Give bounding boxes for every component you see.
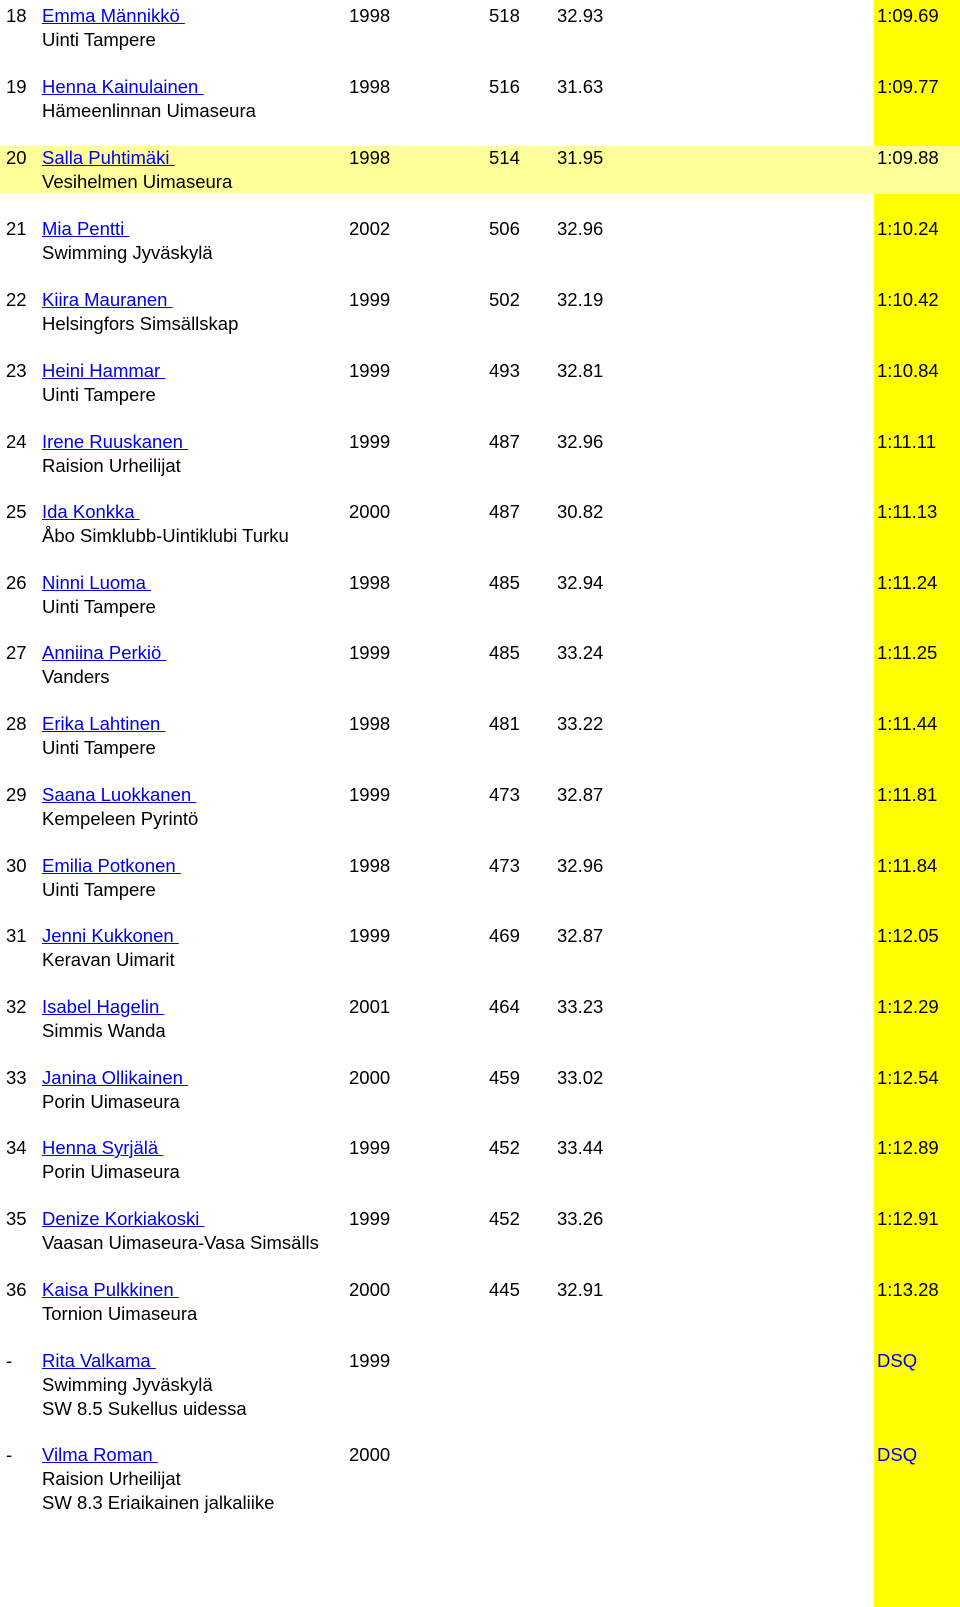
- result-row: [0, 146, 960, 194]
- result-main-line: [0, 641, 960, 665]
- club-name: Porin Uimaseura: [42, 1161, 180, 1182]
- points: 445: [489, 1279, 520, 1300]
- swimmer-name-cell: [42, 500, 140, 524]
- club-name: Åbo Simklubb-Uintiklubi Turku: [42, 525, 289, 546]
- points: 514: [489, 147, 520, 168]
- result-main-line: [0, 1207, 960, 1231]
- birth-year: 1998: [349, 855, 391, 876]
- result-row: [0, 1136, 960, 1184]
- result-main-line: [0, 924, 960, 948]
- final-time: 1:09.77: [877, 76, 939, 97]
- club-name: Porin Uimaseura: [42, 1091, 180, 1112]
- club-name: Vaasan Uimaseura-Vasa Simsälls: [42, 1232, 319, 1253]
- result-main-line: [0, 500, 960, 524]
- birth-year: 1998: [349, 5, 391, 26]
- swimmer-name-link[interactable]: Emma Männikkö: [42, 5, 185, 26]
- final-time: 1:11.44: [877, 713, 938, 734]
- club-name: Uinti Tampere: [42, 29, 156, 50]
- club-name: Uinti Tampere: [42, 596, 156, 617]
- disqualification-reason: SW 8.5 Sukellus uidessa: [42, 1398, 247, 1419]
- place-number: 21: [6, 218, 27, 239]
- place-number: 26: [6, 572, 27, 593]
- split-time: 32.87: [557, 925, 604, 946]
- place-number: 36: [6, 1279, 27, 1300]
- final-time: 1:12.05: [877, 925, 939, 946]
- swimmer-name-cell: [42, 995, 164, 1019]
- result-main-line: [0, 1278, 960, 1302]
- result-row: [0, 854, 960, 902]
- split-time: 32.87: [557, 784, 604, 805]
- swimmer-name-cell: [42, 217, 129, 241]
- dsq-status: DSQ: [877, 1350, 918, 1371]
- swimmer-name-link[interactable]: Heini Hammar: [42, 360, 166, 381]
- swimmer-name-link[interactable]: Jenni Kukkonen: [42, 925, 179, 946]
- birth-year: 1999: [349, 784, 391, 805]
- place-number: 19: [6, 76, 27, 97]
- club-name: Raision Urheilijat: [42, 1468, 181, 1489]
- result-row: [0, 1349, 960, 1421]
- result-row: [0, 783, 960, 831]
- final-time: 1:11.13: [877, 501, 938, 522]
- points: 516: [489, 76, 520, 97]
- swimmer-name-link[interactable]: Janina Ollikainen: [42, 1067, 189, 1088]
- split-time: 32.96: [557, 855, 604, 876]
- result-main-line: [0, 288, 960, 312]
- points: 464: [489, 996, 520, 1017]
- result-row: [0, 1066, 960, 1114]
- final-time: 1:13.28: [877, 1279, 939, 1300]
- points: 518: [489, 5, 520, 26]
- swimmer-name-link[interactable]: Saana Luokkanen: [42, 784, 197, 805]
- result-main-line: [0, 1443, 960, 1467]
- swimmer-name-link[interactable]: Vilma Roman: [42, 1444, 158, 1465]
- swimmer-name-cell: [42, 1207, 204, 1231]
- result-row: [0, 430, 960, 478]
- result-row: [0, 712, 960, 760]
- final-time: 1:11.11: [877, 431, 936, 452]
- birth-year: 1998: [349, 76, 391, 97]
- place-number: 33: [6, 1067, 27, 1088]
- result-row: [0, 924, 960, 972]
- swimmer-name-cell: [42, 288, 173, 312]
- swimmer-name-cell: [42, 712, 165, 736]
- club-name: Uinti Tampere: [42, 737, 156, 758]
- split-time: 33.23: [557, 996, 604, 1017]
- result-main-line: [0, 571, 960, 595]
- result-row: [0, 359, 960, 407]
- final-time: 1:10.24: [877, 218, 939, 239]
- place-number: 30: [6, 855, 27, 876]
- swimmer-name-link[interactable]: Salla Puhtimäki: [42, 147, 175, 168]
- club-name: Simmis Wanda: [42, 1020, 166, 1041]
- place-number: 31: [6, 925, 27, 946]
- club-name: Raision Urheilijat: [42, 455, 181, 476]
- birth-year: 1999: [349, 289, 391, 310]
- birth-year: 1999: [349, 360, 391, 381]
- place-number: 20: [6, 147, 27, 168]
- place-number: 27: [6, 642, 27, 663]
- swimmer-name-cell: [42, 430, 188, 454]
- club-name: Uinti Tampere: [42, 879, 156, 900]
- result-row: [0, 217, 960, 265]
- place-number: 23: [6, 360, 27, 381]
- swimmer-name-cell: [42, 4, 185, 28]
- result-row: [0, 75, 960, 123]
- place-number: 22: [6, 289, 27, 310]
- result-main-line: [0, 1136, 960, 1160]
- place-number: 35: [6, 1208, 27, 1229]
- split-time: 32.96: [557, 218, 604, 239]
- swimmer-name-cell: [42, 1278, 179, 1302]
- points: 487: [489, 501, 520, 522]
- dsq-status: DSQ: [877, 1444, 918, 1465]
- swimmer-name-link[interactable]: Ida Konkka: [42, 501, 140, 522]
- place-number: -: [6, 1444, 13, 1465]
- split-time: 32.91: [557, 1279, 604, 1300]
- club-name: Swimming Jyväskylä: [42, 1374, 213, 1395]
- place-number: 29: [6, 784, 27, 805]
- result-row: [0, 4, 960, 52]
- swimmer-name-link[interactable]: Denize Korkiakoski: [42, 1208, 205, 1229]
- club-name: Vanders: [42, 666, 110, 687]
- split-time: 33.44: [557, 1137, 604, 1158]
- swimmer-name-link[interactable]: Anniina Perkiö: [42, 642, 167, 663]
- split-time: 32.19: [557, 289, 604, 310]
- result-row: [0, 995, 960, 1043]
- club-name: Helsingfors Simsällskap: [42, 313, 239, 334]
- result-row: [0, 641, 960, 689]
- result-main-line: [0, 712, 960, 736]
- split-time: 33.26: [557, 1208, 604, 1229]
- result-row: [0, 288, 960, 336]
- swimmer-name-link[interactable]: Ninni Luoma: [42, 572, 152, 593]
- points: 502: [489, 289, 520, 310]
- swimmer-name-cell: [42, 854, 181, 878]
- final-time: 1:11.25: [877, 642, 938, 663]
- swimmer-name-cell: [42, 359, 165, 383]
- split-time: 32.96: [557, 431, 604, 452]
- swimmer-name-cell: [42, 783, 196, 807]
- final-time: 1:11.84: [877, 855, 938, 876]
- swimmer-name-link[interactable]: Kaisa Pulkkinen: [42, 1279, 179, 1300]
- result-main-line: [0, 430, 960, 454]
- birth-year: 1999: [349, 925, 391, 946]
- birth-year: 1999: [349, 1137, 391, 1158]
- birth-year: 2000: [349, 501, 391, 522]
- swimmer-name-cell: [42, 1443, 158, 1467]
- place-number: 32: [6, 996, 27, 1017]
- swimmer-name-cell: [42, 1349, 156, 1373]
- result-row: [0, 1443, 960, 1515]
- club-name: Tornion Uimaseura: [42, 1303, 198, 1324]
- swimmer-name-link[interactable]: Irene Ruuskanen: [42, 431, 189, 452]
- final-time: 1:10.42: [877, 289, 939, 310]
- result-row: [0, 571, 960, 619]
- result-main-line: [0, 75, 960, 99]
- birth-year: 1999: [349, 1350, 391, 1371]
- result-row: [0, 1207, 960, 1255]
- points: 506: [489, 218, 520, 239]
- split-time: 32.93: [557, 5, 604, 26]
- final-time: 1:12.89: [877, 1137, 939, 1158]
- result-main-line: [0, 359, 960, 383]
- final-time: 1:11.24: [877, 572, 938, 593]
- points: 487: [489, 431, 520, 452]
- club-name: Swimming Jyväskylä: [42, 242, 213, 263]
- points: 493: [489, 360, 520, 381]
- club-name: Vesihelmen Uimaseura: [42, 171, 233, 192]
- points: 452: [489, 1137, 520, 1158]
- split-time: 32.81: [557, 360, 604, 381]
- split-time: 33.24: [557, 642, 604, 663]
- points: 473: [489, 855, 520, 876]
- place-number: 25: [6, 501, 27, 522]
- result-main-line: [0, 783, 960, 807]
- result-main-line: [0, 995, 960, 1019]
- place-number: 24: [6, 431, 27, 452]
- result-main-line: [0, 1349, 960, 1373]
- birth-year: 1999: [349, 642, 391, 663]
- result-row: [0, 500, 960, 548]
- result-main-line: [0, 854, 960, 878]
- points: 485: [489, 572, 520, 593]
- birth-year: 2000: [349, 1279, 391, 1300]
- birth-year: 2000: [349, 1444, 391, 1465]
- split-time: 31.95: [557, 147, 604, 168]
- swimmer-name-link[interactable]: Isabel Hagelin: [42, 996, 165, 1017]
- swimmer-name-cell: [42, 146, 175, 170]
- split-time: 31.63: [557, 76, 604, 97]
- split-time: 33.02: [557, 1067, 604, 1088]
- split-time: 30.82: [557, 501, 604, 522]
- disqualification-reason: SW 8.3 Eriaikainen jalkaliike: [42, 1492, 275, 1513]
- swimmer-name-cell: [42, 75, 204, 99]
- result-main-line: [0, 217, 960, 241]
- swimmer-name-link[interactable]: Rita Valkama: [42, 1350, 156, 1371]
- final-time: 1:09.69: [877, 5, 939, 26]
- split-time: 32.94: [557, 572, 604, 593]
- swimmer-name-link[interactable]: Mia Pentti: [42, 218, 130, 239]
- final-time: 1:10.84: [877, 360, 939, 381]
- swimmer-name-link[interactable]: Henna Syrjälä: [42, 1137, 164, 1158]
- birth-year: 2002: [349, 218, 391, 239]
- final-time: 1:09.88: [877, 147, 939, 168]
- final-time: 1:12.91: [877, 1208, 939, 1229]
- place-number: 18: [6, 5, 27, 26]
- result-main-line: [0, 1066, 960, 1090]
- swimmer-name-link[interactable]: Kiira Mauranen: [42, 289, 173, 310]
- birth-year: 1999: [349, 431, 391, 452]
- final-time: 1:12.29: [877, 996, 939, 1017]
- place-number: 28: [6, 713, 27, 734]
- split-time: 33.22: [557, 713, 604, 734]
- points: 459: [489, 1067, 520, 1088]
- swimmer-name-cell: [42, 1136, 163, 1160]
- points: 452: [489, 1208, 520, 1229]
- points: 481: [489, 713, 520, 734]
- swimmer-name-cell: [42, 1066, 188, 1090]
- club-name: Keravan Uimarit: [42, 949, 175, 970]
- swimmer-name-cell: [42, 924, 179, 948]
- birth-year: 1998: [349, 713, 391, 734]
- result-main-line: [0, 4, 960, 28]
- club-name: Hämeenlinnan Uimaseura: [42, 100, 256, 121]
- club-name: Kempeleen Pyrintö: [42, 808, 199, 829]
- points: 473: [489, 784, 520, 805]
- place-number: 34: [6, 1137, 27, 1158]
- birth-year: 2000: [349, 1067, 391, 1088]
- swimmer-name-cell: [42, 641, 166, 665]
- club-name: Uinti Tampere: [42, 384, 156, 405]
- place-number: -: [6, 1350, 13, 1371]
- swimmer-name-cell: [42, 571, 151, 595]
- birth-year: 1998: [349, 572, 391, 593]
- swimmer-name-link[interactable]: Henna Kainulainen: [42, 76, 204, 97]
- points: 485: [489, 642, 520, 663]
- result-row: [0, 1278, 960, 1326]
- result-main-line: [0, 146, 960, 170]
- birth-year: 1999: [349, 1208, 391, 1229]
- final-time: 1:11.81: [877, 784, 938, 805]
- birth-year: 2001: [349, 996, 391, 1017]
- swimmer-name-link[interactable]: Emilia Potkonen: [42, 855, 181, 876]
- final-time: 1:12.54: [877, 1067, 939, 1088]
- birth-year: 1998: [349, 147, 391, 168]
- points: 469: [489, 925, 520, 946]
- swimmer-name-link[interactable]: Erika Lahtinen: [42, 713, 166, 734]
